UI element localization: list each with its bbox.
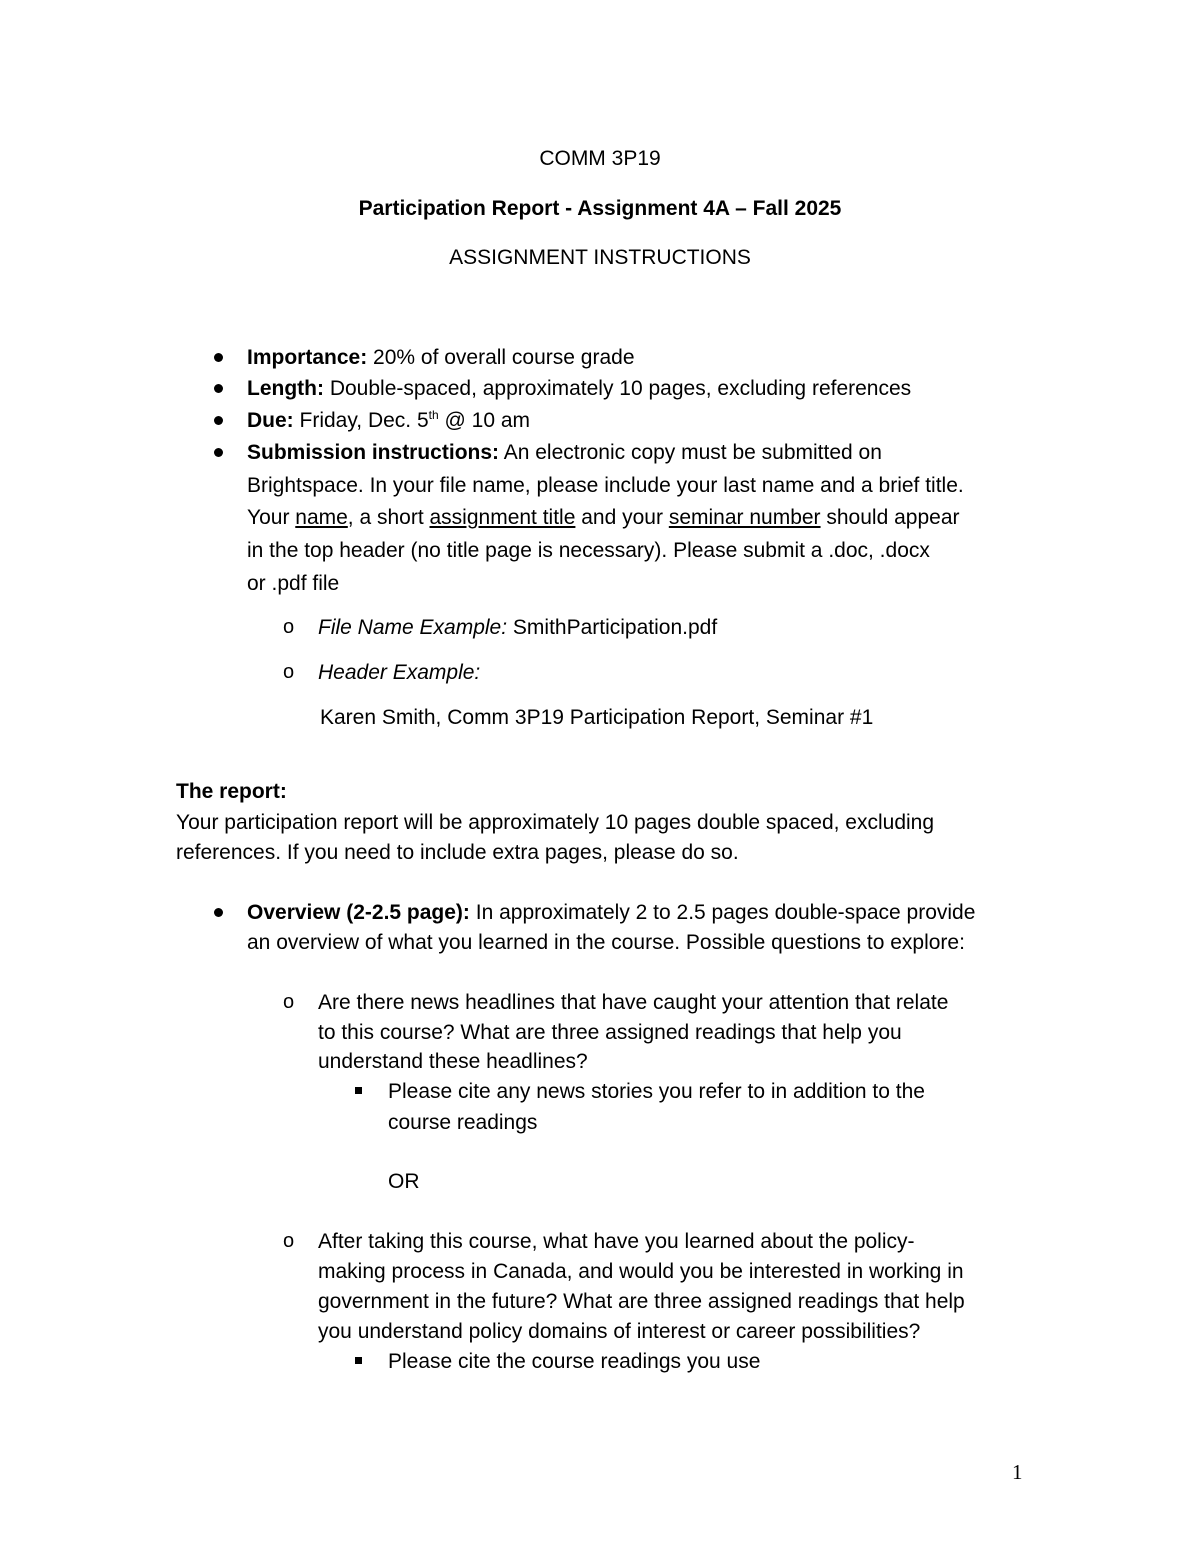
importance-line: [247, 347, 635, 368]
submission-label: Submission instructions:: [247, 441, 500, 464]
course-code: COMM 3P19: [539, 147, 661, 170]
length-label: Length:: [247, 377, 324, 400]
file-example-label: File Name Example:: [318, 616, 508, 639]
question-2-line-4: you understand policy domains of interest or career possibilities?: [318, 1320, 921, 1343]
submission-text-1: An electronic copy must be submitted on: [499, 441, 882, 464]
seminar-number-underlined: seminar number: [668, 506, 821, 529]
submission-line-4: in the top header (no title page is necessary). Please submit a .doc, .docx: [247, 539, 930, 562]
submission-line-3: [247, 507, 960, 528]
bullet-circle: o: [283, 991, 295, 1013]
importance-label: Importance:: [247, 346, 368, 369]
submission-line-2: Brightspace. In your file name, please include your last name and a brief title.: [247, 474, 964, 497]
file-example-value: SmithParticipation.pdf: [507, 616, 718, 639]
question-2-line-1: After taking this course, what have you learned about the policy-: [318, 1230, 915, 1253]
bullet: [214, 448, 223, 457]
question-1-line-1: Are there news headlines that have caught your attention that relate: [318, 991, 949, 1014]
document-subtitle: Participation Report - Assignment 4A – Fall 2025: [358, 197, 842, 220]
name-underlined: name: [295, 506, 348, 529]
question-2-line-3: government in the future? What are three assigned readings that help: [318, 1290, 965, 1313]
due-text-b: @ 10 am: [438, 409, 531, 432]
bullet: [214, 384, 223, 393]
length-text: Double-spaced, approximately 10 pages, excluding references: [323, 377, 912, 400]
submission-line-1: [247, 442, 882, 463]
bullet-circle: o: [283, 616, 295, 638]
length-line: [247, 378, 911, 399]
assignment-title-underlined: assignment title: [429, 506, 576, 529]
submission-line-5: or .pdf file: [247, 572, 340, 595]
submission-text-3d: should appear: [820, 506, 960, 529]
question-1-line-3: understand these headlines?: [318, 1050, 588, 1073]
report-heading: The report:: [176, 780, 287, 803]
page-number: 1: [1012, 1460, 1023, 1484]
due-text-a: Friday, Dec. 5: [293, 409, 429, 432]
bullet-square: [355, 1357, 362, 1364]
question-2-sub-line-1: Please cite the course readings you use: [388, 1350, 761, 1373]
overview-line-2: an overview of what you learned in the course. Possible questions to explore:: [247, 931, 965, 954]
question-1-sub-line-1: Please cite any news stories you refer to in addition to the: [388, 1080, 925, 1103]
file-example-line: [318, 617, 717, 638]
report-line-2: references. If you need to include extra pages, please do so.: [176, 841, 739, 864]
submission-text-3b: , a short: [347, 506, 430, 529]
due-sup: th: [428, 408, 439, 422]
bullet: [214, 908, 223, 917]
due-label: Due:: [247, 409, 294, 432]
bullet-circle: o: [283, 661, 295, 683]
bullet-circle: o: [283, 1230, 295, 1252]
question-1-line-2: to this course? What are three assigned readings that help you: [318, 1021, 902, 1044]
question-2-line-2: making process in Canada, and would you be interested in working in: [318, 1260, 964, 1283]
overview-label: Overview (2-2.5 page):: [247, 901, 470, 924]
bullet-square: [355, 1087, 362, 1094]
header-example-value: Karen Smith, Comm 3P19 Participation Report, Seminar #1: [320, 706, 874, 729]
header-example-label: Header Example:: [318, 661, 481, 684]
or-divider: OR: [388, 1170, 420, 1193]
submission-text-3c: and your: [575, 506, 669, 529]
question-1-sub-line-2: course readings: [388, 1111, 538, 1134]
submission-text-3a: Your: [247, 506, 296, 529]
report-line-1: Your participation report will be approximately 10 pages double spaced, excluding: [176, 811, 935, 834]
importance-text: 20% of overall course grade: [367, 346, 635, 369]
document-heading: ASSIGNMENT INSTRUCTIONS: [449, 246, 751, 269]
overview-line-1: [247, 902, 975, 923]
bullet: [214, 353, 223, 362]
overview-text-1: In approximately 2 to 2.5 pages double-space provide: [469, 901, 976, 924]
due-line: [247, 410, 530, 431]
bullet: [214, 416, 223, 425]
